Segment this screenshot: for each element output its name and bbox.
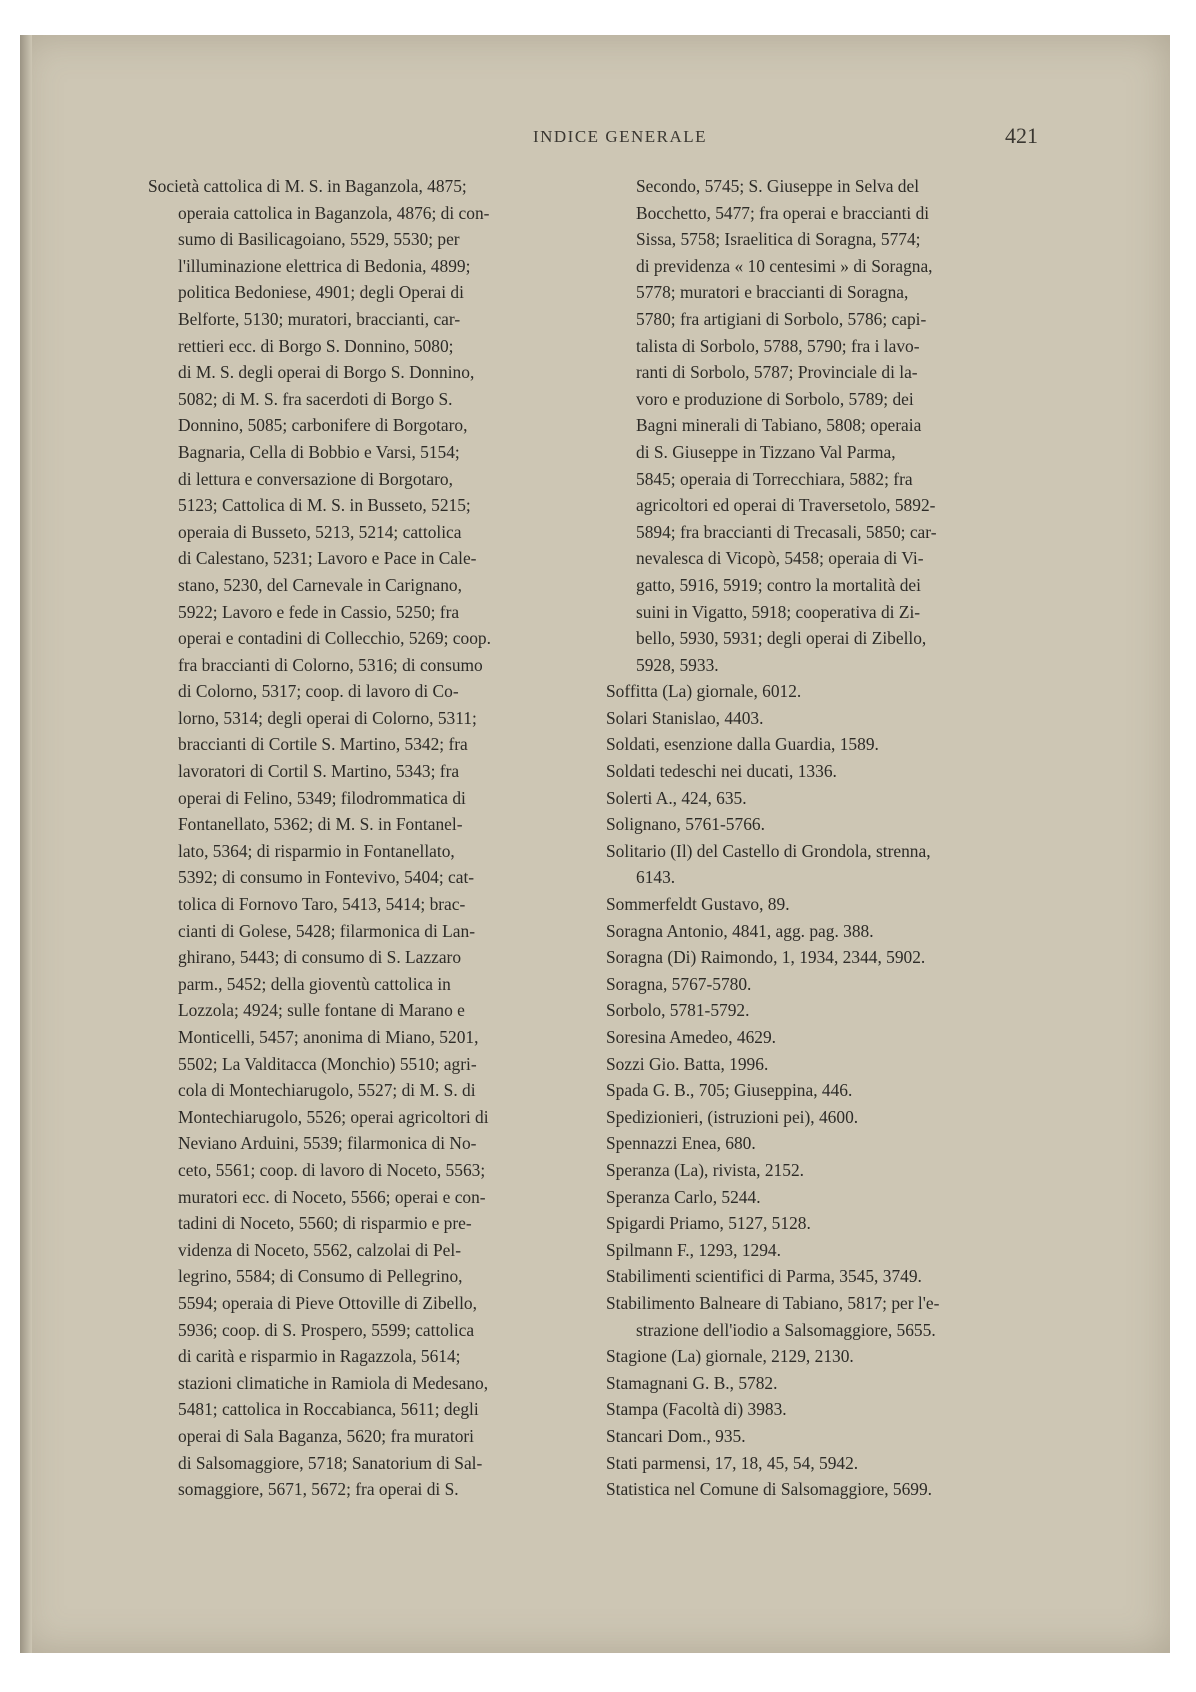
index-entry-line: legrino, 5584; di Consumo di Pellegrino, [178, 1266, 463, 1287]
index-entry-line: muratori ecc. di Noceto, 5566; operai e con- [178, 1186, 486, 1207]
index-entry-line: Fontanellato, 5362; di M. S. in Fontanel- [178, 814, 463, 835]
index-entry-head: Solari Stanislao, 4403. [606, 707, 764, 728]
index-entry-line: 5845; operaia di Torrecchiara, 5882; fra [636, 468, 913, 489]
index-entry-line: cola di Montechiarugolo, 5527; di M. S. di [178, 1080, 476, 1101]
index-entry-head: Soffitta (La) giornale, 6012. [606, 681, 802, 702]
index-entry [606, 1343, 1056, 1370]
index-entry [606, 731, 1056, 758]
index-entry [606, 1450, 1056, 1477]
page-number: 421 [1005, 123, 1038, 148]
index-entry-line: bello, 5930, 5931; degli operai di Zibello, [636, 628, 927, 649]
index-entry-line: Bagni minerali di Tabiano, 5808; operaia [636, 415, 922, 436]
index-entry [606, 1370, 1056, 1397]
index-entry-line: somaggiore, 5671, 5672; fra operai di S. [178, 1479, 459, 1500]
index-entry-line: tolica di Fornovo Taro, 5413, 5414; brac- [178, 894, 466, 915]
index-entry [606, 811, 1056, 838]
index-entry-line: videnza di Noceto, 5562, calzolai di Pel- [178, 1239, 461, 1260]
index-entry-line: Bocchetto, 5477; fra operai e braccianti di [636, 202, 930, 223]
index-entry-head: Stabilimento Balneare di Tabiano, 5817; per l'e- [606, 1292, 940, 1313]
index-entry-line: operaia cattolica in Baganzola, 4876; di con- [178, 202, 490, 223]
index-entry-line: 5594; operaia di Pieve Ottoville di Zibello, [178, 1292, 477, 1313]
index-entry-line: lato, 5364; di risparmio in Fontanellato, [178, 840, 455, 861]
index-entry-line: stazioni climatiche in Ramiola di Medesano, [178, 1372, 489, 1393]
index-entry-line: gatto, 5916, 5919; contro la mortalità dei [636, 574, 921, 595]
index-entry-line: operai e contadini di Collecchio, 5269; coop. [178, 628, 491, 649]
index-entry-head: Stati parmensi, 17, 18, 45, 54, 5942. [606, 1452, 859, 1473]
index-entry-head: Solerti A., 424, 635. [606, 787, 747, 808]
index-entry-line: rettieri ecc. di Borgo S. Donnino, 5080; [178, 335, 454, 356]
index-entry-head: Stancari Dom., 935. [606, 1425, 746, 1446]
index-entry-line: Montechiarugolo, 5526; operai agricoltori di [178, 1106, 489, 1127]
index-entry-head: Spada G. B., 705; Giuseppina, 446. [606, 1080, 853, 1101]
index-entry-line: 5780; fra artigiani di Sorbolo, 5786; capi- [636, 308, 927, 329]
index-entry-line: 5502; La Valditacca (Monchio) 5510; agri- [178, 1053, 477, 1074]
index-entry-line: di lettura e conversazione di Borgotaro, [178, 468, 453, 489]
index-entry-head: Stabilimenti scientifici di Parma, 3545, 3749. [606, 1266, 922, 1287]
right-column [606, 173, 1056, 1503]
index-entry-head: Spigardi Priamo, 5127, 5128. [606, 1213, 811, 1234]
index-entry-line: Belforte, 5130; muratori, braccianti, car- [178, 308, 461, 329]
index-entry-line: di Salsomaggiore, 5718; Sanatorium di Sal- [178, 1452, 483, 1473]
index-entry-head: Sorbolo, 5781-5792. [606, 1000, 750, 1021]
index-entry [606, 838, 1056, 891]
index-entry-line: operai di Sala Baganza, 5620; fra muratori [178, 1425, 475, 1446]
index-entry-line: l'illuminazione elettrica di Bedonia, 4899; [178, 255, 471, 276]
index-entry-line: lavoratori di Cortil S. Martino, 5343; fra [178, 761, 460, 782]
index-entry [606, 1157, 1056, 1184]
index-entry-line: di Colorno, 5317; coop. di lavoro di Co- [178, 681, 459, 702]
index-entry [606, 758, 1056, 785]
index-entry-line: Neviano Arduini, 5539; filarmonica di No- [178, 1133, 477, 1154]
index-entry-line: 5082; di M. S. fra sacerdoti di Borgo S. [178, 388, 453, 409]
index-entry-line: suini in Vigatto, 5918; cooperativa di Zi- [636, 601, 921, 622]
index-entry-line: 5123; Cattolica di M. S. in Busseto, 5215; [178, 495, 471, 516]
index-entry-line: Bagnaria, Cella di Bobbio e Varsi, 5154; [178, 441, 460, 462]
index-entry-line: Donnino, 5085; carbonifere di Borgotaro, [178, 415, 468, 436]
index-entry-line: ghirano, 5443; di consumo di S. Lazzaro [178, 947, 462, 968]
index-entry-line: 5778; muratori e braccianti di Soragna, [636, 282, 909, 303]
index-entry-line: voro e produzione di Sorbolo, 5789; dei [636, 388, 914, 409]
index-entry-line: nevalesca di Vicopò, 5458; operaia di Vi- [636, 548, 924, 569]
index-entry-head: Solignano, 5761-5766. [606, 814, 765, 835]
running-header: INDICE GENERALE [532, 127, 708, 146]
index-entry-head: Spilmann F., 1293, 1294. [606, 1239, 781, 1260]
index-entry-line: ceto, 5561; coop. di lavoro di Noceto, 5563; [178, 1159, 486, 1180]
index-entry-line: parm., 5452; della gioventù cattolica in [178, 973, 451, 994]
index-entry-head: Società cattolica di M. S. in Baganzola, 4875; [148, 176, 467, 196]
index-entry-line: braccianti di Cortile S. Martino, 5342; fra [178, 734, 468, 755]
index-entry-line: di Calestano, 5231; Lavoro e Pace in Cale- [178, 548, 477, 569]
index-entry-line: di carità e risparmio in Ragazzola, 5614; [178, 1346, 461, 1367]
index-entry-line: talista di Sorbolo, 5788, 5790; fra i lavo- [636, 335, 920, 356]
index-entry [606, 1210, 1056, 1237]
index-entry-line: agricoltori ed operai di Traversetolo, 5892- [636, 495, 936, 516]
index-entry-line: sumo di Basilicagoiano, 5529, 5530; per [178, 229, 460, 250]
index-entry [606, 971, 1056, 998]
index-entry-head: Speranza (La), rivista, 2152. [606, 1159, 804, 1180]
index-entry [606, 1184, 1056, 1211]
index-entry-head: Sozzi Gio. Batta, 1996. [606, 1053, 769, 1074]
index-entry-head: Soragna Antonio, 4841, agg. pag. 388. [606, 920, 874, 941]
index-entry-line: 5928, 5933. [636, 654, 719, 675]
index-entry-head: Spedizionieri, (istruzioni pei), 4600. [606, 1106, 859, 1127]
index-entry-line: 5922; Lavoro e fede in Cassio, 5250; fra [178, 601, 460, 622]
index-entry [606, 1077, 1056, 1104]
index-entry-head: Speranza Carlo, 5244. [606, 1186, 761, 1207]
index-entry-line: di M. S. degli operai di Borgo S. Donnino, [178, 362, 475, 383]
index-entry [606, 891, 1056, 918]
index-entry-line: politica Bedoniese, 4901; degli Operai di [178, 282, 464, 303]
scanned-page [20, 35, 1170, 1653]
index-entry-line: di S. Giuseppe in Tizzano Val Parma, [636, 441, 896, 462]
index-entry-line: ranti di Sorbolo, 5787; Provinciale di la- [636, 362, 918, 383]
index-entry-line: 5894; fra braccianti di Trecasali, 5850; car- [636, 521, 937, 542]
index-entry-head: Spennazzi Enea, 680. [606, 1133, 756, 1154]
index-entry-head: Solitario (Il) del Castello di Grondola, strenna, [606, 840, 931, 861]
index-entry [606, 1290, 1056, 1343]
index-entry [606, 1024, 1056, 1051]
index-entry-head: Sommerfeldt Gustavo, 89. [606, 894, 790, 915]
index-entry-head: Soragna, 5767-5780. [606, 973, 752, 994]
index-entry [606, 1104, 1056, 1131]
index-entry [606, 1423, 1056, 1450]
index-entry-line: 5392; di consumo in Fontevivo, 5404; cat- [178, 867, 475, 888]
index-entry-head: Stagione (La) giornale, 2129, 2130. [606, 1346, 854, 1367]
index-entry-line: operai di Felino, 5349; filodrommatica di [178, 787, 466, 808]
continuation-block [606, 173, 1056, 678]
index-entry-line: 5936; coop. di S. Prospero, 5599; cattolica [178, 1319, 475, 1340]
index-entry [606, 1237, 1056, 1264]
index-entry [606, 1051, 1056, 1078]
index-entry-head: Soresina Amedeo, 4629. [606, 1027, 777, 1047]
index-entry-line: tadini di Noceto, 5560; di risparmio e pre- [178, 1213, 472, 1234]
index-entry-head: Statistica nel Comune di Salsomaggiore, 5699. [606, 1479, 933, 1500]
index-entry-line: 6143. [636, 867, 676, 888]
index-entry-line: operaia di Busseto, 5213, 5214; cattolica [178, 521, 462, 542]
index-entry-head: Stamagnani G. B., 5782. [606, 1372, 778, 1393]
left-column [148, 173, 604, 1503]
index-entry [606, 1396, 1056, 1423]
index-entry [606, 997, 1056, 1024]
index-entry [606, 678, 1056, 705]
index-entry-line: Lozzola; 4924; sulle fontane di Marano e [178, 1000, 465, 1021]
index-entry [606, 785, 1056, 812]
index-entry [606, 944, 1056, 971]
index-entry-line: 5481; cattolica in Roccabianca, 5611; degli [178, 1399, 479, 1420]
index-entry [606, 918, 1056, 945]
index-entry [606, 1476, 1056, 1503]
index-entry-line: fra braccianti di Colorno, 5316; di consumo [178, 654, 483, 675]
index-entry-head: Soldati, esenzione dalla Guardia, 1589. [606, 734, 879, 755]
index-entry-head: Stampa (Facoltà di) 3983. [606, 1399, 787, 1420]
index-entry-head: Soldati tedeschi nei ducati, 1336. [606, 761, 837, 782]
index-entries [606, 678, 1056, 1502]
index-entry-line: strazione dell'iodio a Salsomaggiore, 5655. [636, 1319, 936, 1340]
index-entry-line: Secondo, 5745; S. Giuseppe in Selva del [636, 176, 920, 196]
index-entry [606, 1263, 1056, 1290]
index-entry-line: stano, 5230, del Carnevale in Carignano, [178, 574, 462, 595]
index-entry-line: lorno, 5314; degli operai di Colorno, 5311; [178, 707, 477, 728]
index-entry-line: Sissa, 5758; Israelitica di Soragna, 5774; [636, 229, 921, 250]
index-entry-line: di previdenza « 10 centesimi » di Soragna, [636, 255, 933, 276]
index-entry-line: Monticelli, 5457; anonima di Miano, 5201, [178, 1027, 479, 1047]
index-entry [606, 1130, 1056, 1157]
index-entry-head: Soragna (Di) Raimondo, 1, 1934, 2344, 5902. [606, 947, 926, 968]
index-entry [606, 705, 1056, 732]
index-entry-line: cianti di Golese, 5428; filarmonica di Lan- [178, 920, 475, 941]
